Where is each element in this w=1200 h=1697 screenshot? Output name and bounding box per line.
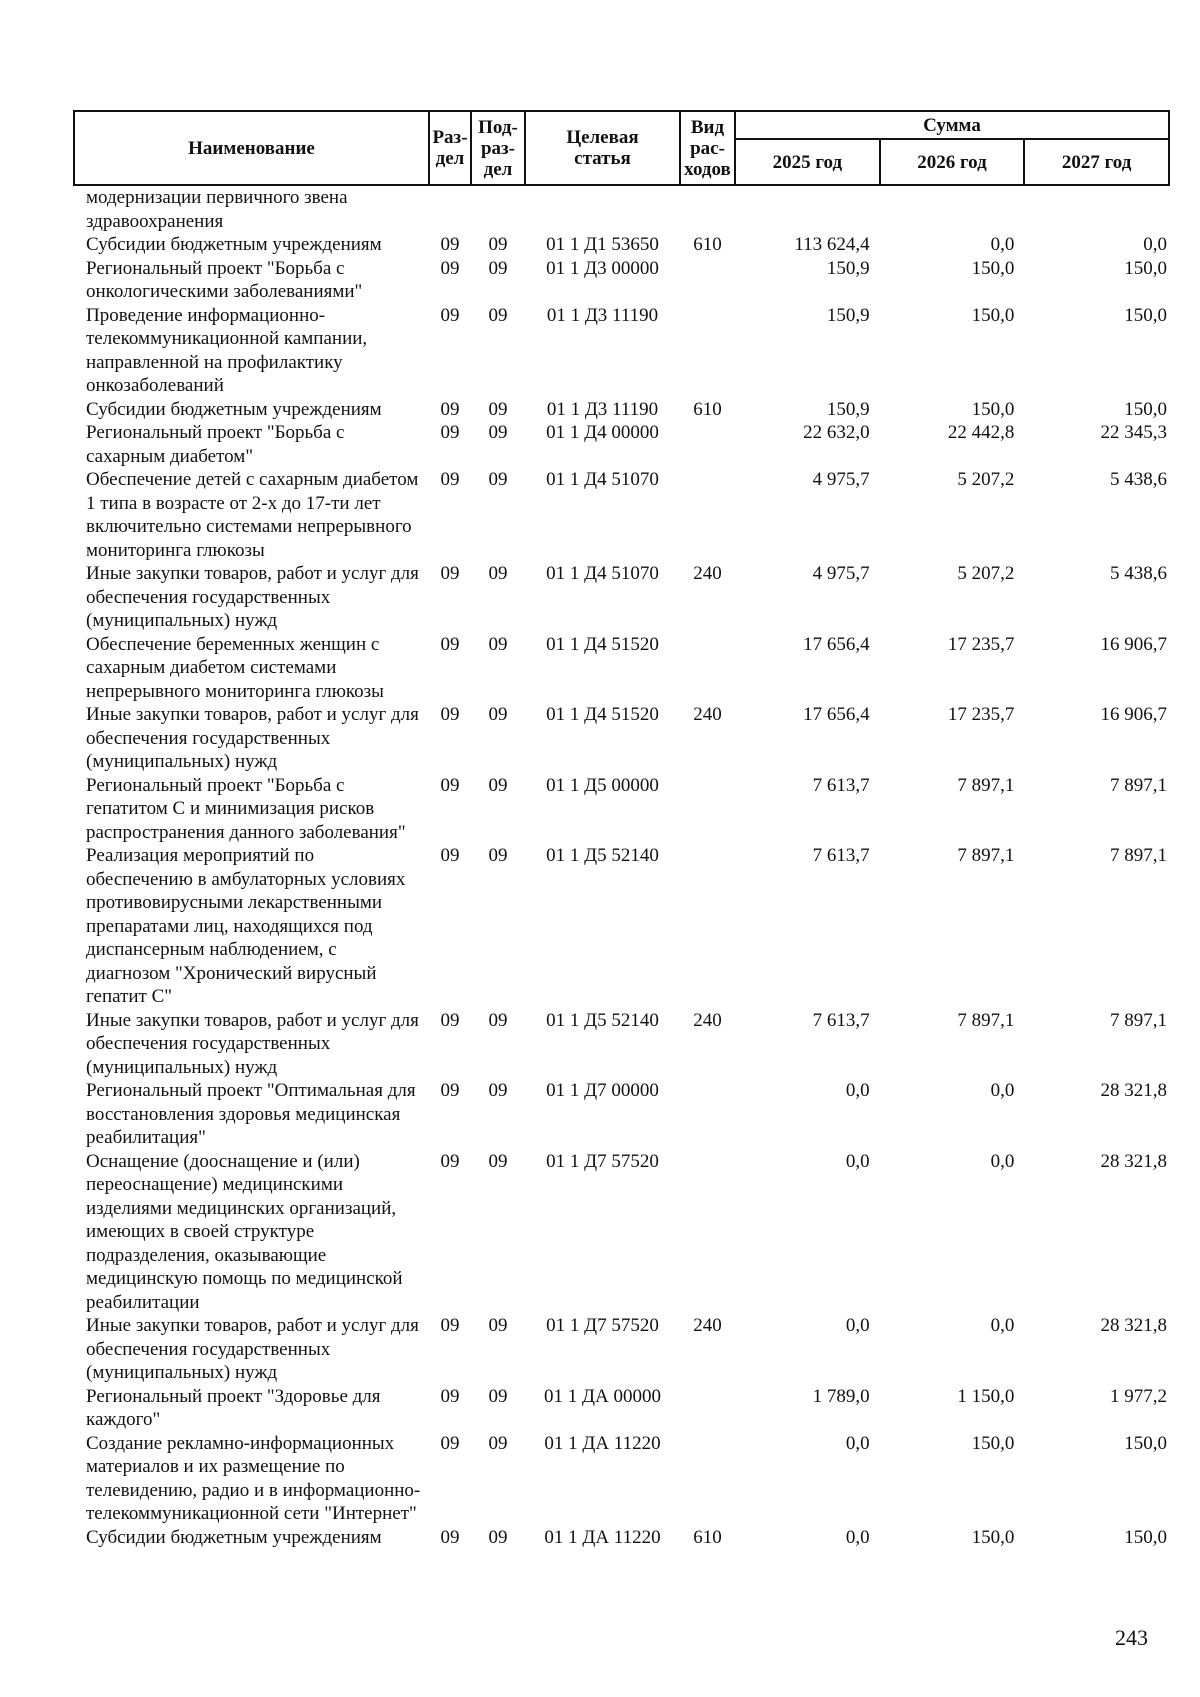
cell-sum-2027: 150,0	[1124, 1432, 1167, 1454]
table-row	[74, 304, 1169, 398]
cell-celevaya-statya: 01 1 Д5 52140	[546, 1009, 659, 1031]
cell-sum-2027: 16 906,7	[1100, 633, 1167, 655]
cell-razdel: 09	[440, 1526, 460, 1548]
cell-sum-2027: 1 977,2	[1109, 1385, 1167, 1407]
cell-sum-2026: 0,0	[990, 1080, 1015, 1101]
cell-celevaya-statya	[525, 185, 680, 233]
cell-sum-2027: 7 897,1	[1109, 774, 1167, 796]
cell-name: Реализация мероприятий по обеспечению в амбулаторных условиях противовирусными лекарственными препаратами лиц, находящихся под диспансерным наблюдением, с диагнозом "Хронический вирусный гепатит С"	[86, 845, 406, 1007]
cell-sum-2026: 5 207,2	[957, 563, 1015, 584]
header-razdel: Раз- дел	[429, 111, 471, 185]
cell-sum-2025: 0,0	[845, 1080, 870, 1101]
cell-sum-2026: 1 150,0	[957, 1385, 1015, 1407]
cell-sum-2026: 7 897,1	[957, 774, 1015, 796]
cell-sum-2027: 150,0	[1124, 398, 1167, 420]
cell-sum-2025: 22 632,0	[803, 422, 870, 443]
cell-sum-2027: 150,0	[1124, 1526, 1167, 1548]
cell-podrazdel: 09	[488, 1080, 508, 1101]
cell-celevaya-statya: 01 1 ДА 11220	[544, 1526, 661, 1548]
cell-razdel: 09	[440, 257, 460, 279]
cell-podrazdel: 09	[488, 1385, 508, 1407]
page-number: 243	[1115, 1625, 1148, 1650]
cell-celevaya-statya: 01 1 Д3 11190	[546, 304, 659, 326]
cell-vid-rashodov: 610	[693, 1526, 722, 1548]
cell-sum-2026: 0,0	[990, 1150, 1015, 1172]
cell-vid-rashodov: 240	[693, 563, 722, 584]
table-row	[74, 1009, 1169, 1080]
cell-name: Региональный проект "Оптимальная для восстановления здоровья медицинская реабилитация"	[86, 1080, 416, 1148]
cell-podrazdel: 09	[488, 1526, 508, 1548]
cell-sum-2025: 1 789,0	[812, 1385, 870, 1407]
cell-name: Проведение информационно-телекоммуникационной кампании, направленной на профилактику онкозаболеваний	[86, 304, 368, 396]
cell-name: Обеспечение беременных женщин с сахарным диабетом системами непрерывного мониторинга глюкозы	[86, 633, 384, 702]
cell-podrazdel: 09	[488, 704, 508, 725]
cell-sum-2026: 17 235,7	[947, 633, 1015, 655]
cell-celevaya-statya: 01 1 Д4 00000	[546, 422, 659, 443]
cell-sum-2027: 16 906,7	[1100, 704, 1167, 725]
table-row	[74, 633, 1169, 704]
cell-sum-2025: 150,9	[826, 304, 870, 326]
cell-razdel: 09	[440, 1432, 460, 1454]
table-row	[74, 774, 1169, 845]
cell-sum-2027: 7 897,1	[1109, 845, 1167, 866]
cell-podrazdel: 09	[488, 1150, 508, 1172]
cell-sum-2025: 17 656,4	[803, 704, 870, 725]
cell-name: Субсидии бюджетным учреждениям	[86, 234, 382, 255]
header-year-2027: 2027 год	[1024, 139, 1169, 185]
cell-celevaya-statya: 01 1 Д5 00000	[546, 774, 659, 796]
cell-vid-rashodov	[680, 1432, 735, 1526]
cell-name: Региональный проект "Борьба с онкологическими заболеваниями"	[86, 257, 363, 302]
cell-name: Региональный проект "Борьба с гепатитом С и минимизация рисков распространения данного заболевания"	[86, 774, 406, 843]
cell-sum-2025: 17 656,4	[803, 633, 870, 655]
cell-razdel: 09	[440, 1080, 460, 1101]
cell-vid-rashodov	[680, 304, 735, 398]
cell-sum-2025: 0,0	[845, 1150, 870, 1172]
cell-celevaya-statya: 01 1 Д3 00000	[546, 257, 659, 279]
cell-celevaya-statya: 01 1 Д5 52140	[546, 845, 659, 866]
cell-celevaya-statya: 01 1 Д3 11190	[546, 398, 659, 420]
cell-vid-rashodov	[680, 774, 735, 845]
cell-razdel: 09	[440, 422, 460, 443]
cell-podrazdel: 09	[488, 234, 508, 255]
cell-name: Создание рекламно-информационных материалов и их размещение по телевидению, радио и в информационно-телекоммуникационной сети "Интернет"	[86, 1432, 421, 1524]
cell-celevaya-statya: 01 1 Д4 51070	[546, 563, 659, 584]
cell-sum-2025: 4 975,7	[812, 563, 870, 584]
header-vid-rashodov: Вид рас- ходов	[680, 111, 735, 185]
cell-sum-2026: 150,0	[971, 1432, 1015, 1454]
cell-sum-2027: 150,0	[1124, 304, 1167, 326]
cell-razdel: 09	[440, 304, 460, 326]
cell-podrazdel: 09	[488, 633, 508, 655]
cell-sum-2025: 113 624,4	[794, 234, 870, 255]
cell-razdel: 09	[440, 398, 460, 420]
cell-podrazdel: 09	[488, 257, 508, 279]
cell-name: Оснащение (дооснащение и (или) переоснащение) медицинскими изделиями медицинских организаций, имеющих в своей структуре подразделения, оказывающие медицинскую помощь по медицинской реабилитации	[86, 1150, 403, 1313]
cell-sum-2026: 0,0	[990, 234, 1015, 255]
cell-podrazdel: 09	[488, 1432, 508, 1454]
cell-podrazdel: 09	[488, 1009, 508, 1031]
cell-sum-2025: 4 975,7	[812, 469, 870, 490]
cell-podrazdel: 09	[488, 774, 508, 796]
cell-sum-2025	[735, 185, 880, 233]
cell-razdel: 09	[440, 469, 460, 490]
table-row	[74, 398, 1169, 422]
cell-sum-2025: 7 613,7	[812, 845, 870, 866]
cell-vid-rashodov	[680, 844, 735, 1009]
cell-podrazdel	[471, 185, 525, 233]
cell-sum-2026	[880, 185, 1025, 233]
cell-sum-2027	[1024, 185, 1169, 233]
cell-sum-2027: 28 321,8	[1100, 1080, 1167, 1101]
cell-celevaya-statya: 01 1 Д4 51070	[546, 469, 659, 490]
table-row	[74, 1385, 1169, 1432]
cell-name: модернизации первичного звена здравоохранения	[86, 187, 348, 232]
cell-vid-rashodov	[680, 468, 735, 562]
cell-sum-2026: 7 897,1	[957, 845, 1015, 866]
cell-sum-2025: 0,0	[845, 1526, 870, 1548]
cell-sum-2027: 7 897,1	[1109, 1009, 1167, 1031]
cell-name: Субсидии бюджетным учреждениям	[86, 1526, 382, 1548]
cell-vid-rashodov	[680, 257, 735, 304]
cell-name: Обеспечение детей с сахарным диабетом 1 типа в возрасте от 2-х до 17-ти лет включительно системами непрерывного мониторинга глюкозы	[86, 469, 419, 561]
table-row	[74, 468, 1169, 562]
cell-podrazdel: 09	[488, 422, 508, 443]
cell-sum-2026: 150,0	[971, 304, 1015, 326]
table-row	[74, 703, 1169, 774]
cell-vid-rashodov	[680, 185, 735, 233]
cell-sum-2026: 150,0	[971, 257, 1015, 279]
cell-sum-2027: 28 321,8	[1100, 1315, 1167, 1336]
cell-sum-2026: 150,0	[971, 398, 1015, 420]
header-name: Наименование	[74, 111, 429, 185]
cell-celevaya-statya: 01 1 Д7 00000	[546, 1080, 659, 1101]
cell-sum-2027: 0,0	[1143, 234, 1167, 255]
cell-vid-rashodov: 240	[693, 704, 722, 725]
cell-sum-2026: 5 207,2	[957, 469, 1015, 490]
cell-vid-rashodov: 240	[693, 1315, 722, 1336]
cell-podrazdel: 09	[488, 563, 508, 584]
cell-sum-2025: 150,9	[826, 257, 870, 279]
table-row	[74, 421, 1169, 468]
cell-razdel: 09	[440, 774, 460, 796]
header-year-2026: 2026 год	[880, 139, 1025, 185]
cell-celevaya-statya: 01 1 Д7 57520	[546, 1150, 659, 1172]
cell-razdel: 09	[440, 704, 460, 725]
cell-razdel: 09	[440, 633, 460, 655]
cell-razdel: 09	[440, 845, 460, 866]
cell-sum-2025: 7 613,7	[812, 774, 870, 796]
cell-sum-2026: 22 442,8	[947, 422, 1015, 443]
cell-vid-rashodov	[680, 1079, 735, 1150]
cell-sum-2026: 17 235,7	[947, 704, 1015, 725]
cell-sum-2025: 0,0	[845, 1432, 870, 1454]
cell-name: Региональный проект "Здоровье для каждого"	[86, 1385, 381, 1430]
cell-vid-rashodov: 610	[693, 234, 722, 255]
table-row	[74, 1526, 1169, 1550]
table-row	[74, 1150, 1169, 1315]
cell-name: Иные закупки товаров, работ и услуг для обеспечения государственных (муниципальных) нужд	[86, 563, 419, 631]
cell-razdel	[429, 185, 471, 233]
cell-name: Иные закупки товаров, работ и услуг для обеспечения государственных (муниципальных) нужд	[86, 1315, 419, 1383]
cell-razdel: 09	[440, 1009, 460, 1031]
header-summa: Сумма	[735, 111, 1169, 139]
cell-sum-2026: 150,0	[971, 1526, 1015, 1548]
cell-sum-2026: 7 897,1	[957, 1009, 1015, 1031]
cell-sum-2025: 7 613,7	[812, 1009, 870, 1031]
cell-razdel: 09	[440, 1150, 460, 1172]
cell-sum-2025: 150,9	[826, 398, 870, 420]
cell-podrazdel: 09	[488, 845, 508, 866]
header-year-2025: 2025 год	[735, 139, 880, 185]
cell-vid-rashodov	[680, 633, 735, 704]
table-header	[74, 111, 1169, 185]
cell-celevaya-statya: 01 1 Д4 51520	[546, 704, 659, 725]
header-podrazdel: Под- раз- дел	[471, 111, 525, 185]
cell-name: Субсидии бюджетным учреждениям	[86, 398, 382, 420]
cell-sum-2026: 0,0	[990, 1315, 1015, 1336]
cell-vid-rashodov: 610	[693, 398, 722, 420]
table-row	[74, 562, 1169, 633]
budget-table	[73, 110, 1170, 1549]
table-row	[74, 1079, 1169, 1150]
cell-sum-2025: 0,0	[845, 1315, 870, 1336]
cell-sum-2027: 22 345,3	[1100, 422, 1167, 443]
table-body	[74, 185, 1169, 1549]
cell-vid-rashodov: 240	[693, 1009, 722, 1031]
cell-vid-rashodov	[680, 1385, 735, 1432]
header-celevaya-statya: Целевая статья	[525, 111, 680, 185]
table-row	[74, 844, 1169, 1009]
cell-podrazdel: 09	[488, 398, 508, 420]
table-row	[74, 257, 1169, 304]
table-row	[74, 1432, 1169, 1526]
cell-celevaya-statya: 01 1 ДА 11220	[544, 1432, 661, 1454]
table-row	[74, 233, 1169, 257]
cell-sum-2027: 28 321,8	[1100, 1150, 1167, 1172]
cell-sum-2027: 5 438,6	[1109, 469, 1167, 490]
cell-celevaya-statya: 01 1 Д7 57520	[546, 1315, 659, 1336]
cell-razdel: 09	[440, 1315, 460, 1336]
cell-celevaya-statya: 01 1 Д1 53650	[546, 234, 659, 255]
cell-podrazdel: 09	[488, 304, 508, 326]
table-row	[74, 1314, 1169, 1385]
cell-vid-rashodov	[680, 1150, 735, 1315]
cell-celevaya-statya: 01 1 ДА 00000	[544, 1385, 661, 1407]
cell-name: Иные закупки товаров, работ и услуг для обеспечения государственных (муниципальных) нужд	[86, 1009, 419, 1078]
cell-razdel: 09	[440, 563, 460, 584]
cell-name: Региональный проект "Борьба с сахарным диабетом"	[86, 422, 345, 467]
cell-sum-2027: 5 438,6	[1109, 563, 1167, 584]
cell-podrazdel: 09	[488, 469, 508, 490]
cell-sum-2027: 150,0	[1124, 257, 1167, 279]
table-row	[74, 185, 1169, 233]
cell-razdel: 09	[440, 1385, 460, 1407]
cell-vid-rashodov	[680, 421, 735, 468]
cell-razdel: 09	[440, 234, 460, 255]
cell-podrazdel: 09	[488, 1315, 508, 1336]
cell-celevaya-statya: 01 1 Д4 51520	[546, 633, 659, 655]
cell-name: Иные закупки товаров, работ и услуг для обеспечения государственных (муниципальных) нужд	[86, 704, 419, 772]
